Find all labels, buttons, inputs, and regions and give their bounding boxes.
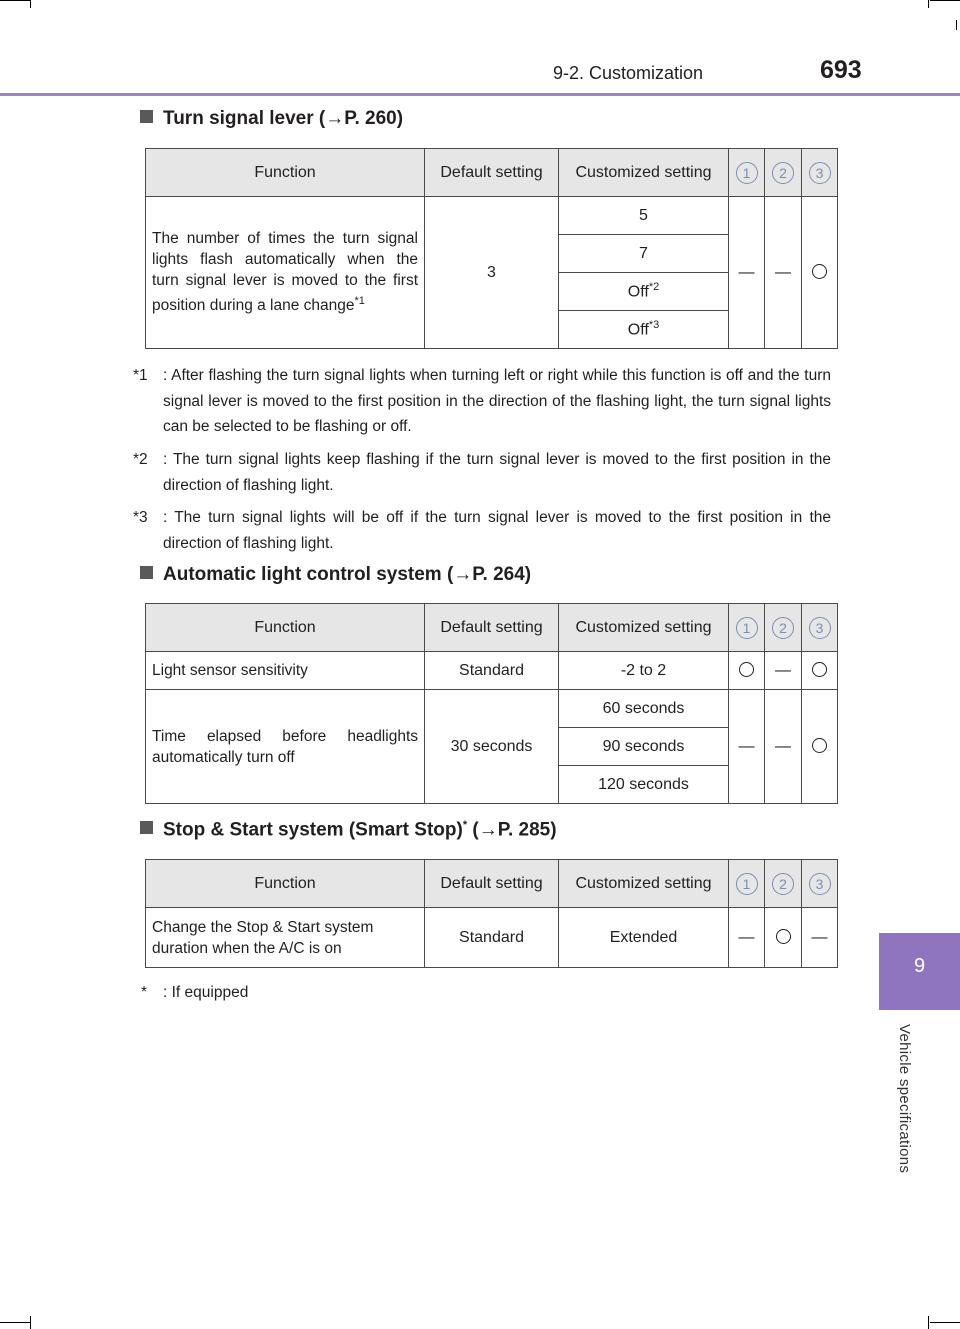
option-value: -2 to 2 bbox=[559, 652, 729, 690]
footnote-if-equipped: * : If equipped bbox=[141, 984, 249, 1001]
chapter-number: 9 bbox=[913, 955, 926, 977]
bullet-square-icon bbox=[140, 821, 153, 834]
page-number: 693 bbox=[820, 56, 862, 84]
option-value: Off bbox=[627, 283, 649, 301]
function-text: Change the Stop & Start system duration when the A/C is on bbox=[146, 908, 425, 968]
mark-1-circle-icon bbox=[739, 662, 754, 677]
col-default: Default setting bbox=[425, 860, 559, 908]
chapter-tab[interactable] bbox=[879, 933, 960, 1010]
col-2-icon: 2 bbox=[772, 162, 794, 184]
stop-start-table bbox=[145, 859, 838, 968]
col-1-icon: 1 bbox=[736, 873, 758, 895]
col-function: Function bbox=[146, 149, 425, 197]
col-default: Default setting bbox=[425, 604, 559, 652]
crop-mark bbox=[30, 1316, 31, 1329]
col-customized: Customized setting bbox=[559, 860, 729, 908]
section-heading: 9-2. Customization bbox=[553, 63, 704, 83]
col-2-icon: 2 bbox=[772, 617, 794, 639]
function-text: The number of times the turn signal lights flash automatically when the turn signal lever is moved to the first position during a lane change bbox=[152, 230, 418, 315]
col-customized: Customized setting bbox=[559, 604, 729, 652]
crop-mark bbox=[930, 1322, 960, 1323]
option-value: 60 seconds bbox=[559, 690, 729, 728]
function-text: Light sensor sensitivity bbox=[146, 652, 425, 690]
table-row bbox=[146, 908, 838, 968]
option-value: 120 seconds bbox=[559, 766, 729, 804]
mark-2-circle-icon bbox=[776, 929, 791, 944]
default-value: 3 bbox=[425, 197, 559, 349]
table-row: Off$^{*3}$ bbox=[146, 311, 838, 349]
section-title-auto-light: Automatic light control system (→P. 264) bbox=[140, 564, 531, 586]
default-value: Standard bbox=[425, 652, 559, 690]
function-text: Time elapsed before headlights automatically turn off bbox=[146, 690, 425, 804]
mark-1: — bbox=[729, 197, 765, 349]
table-row: Off$^{*2}$ bbox=[146, 273, 838, 311]
col-3-icon: 3 bbox=[809, 617, 831, 639]
crop-mark bbox=[956, 20, 957, 30]
table-header-row bbox=[146, 860, 838, 908]
default-value: Standard bbox=[425, 908, 559, 968]
option-value: Off bbox=[627, 321, 649, 339]
mark-1: — bbox=[729, 690, 765, 804]
mark-2: — bbox=[765, 690, 802, 804]
table-row: The number of times the turn signal lights flash automatically when the turn signal lever is moved to the first position during a lane change$^{*1}$ 3 5 — — bbox=[146, 197, 838, 235]
auto-light-table bbox=[145, 603, 838, 804]
crop-mark bbox=[0, 1322, 30, 1323]
bullet-square-icon bbox=[140, 566, 153, 579]
table-row bbox=[146, 690, 838, 728]
option-value: 7 bbox=[639, 244, 648, 262]
col-3-icon: 3 bbox=[809, 162, 831, 184]
table-row bbox=[146, 652, 838, 690]
table-header-row bbox=[146, 149, 838, 197]
col-1-icon: 1 bbox=[736, 162, 758, 184]
option-value: 90 seconds bbox=[559, 728, 729, 766]
header-rule bbox=[0, 93, 960, 96]
col-3-icon: 3 bbox=[809, 873, 831, 895]
mark-3: — bbox=[802, 908, 838, 968]
section-title-stop-start: Stop & Start system (Smart Stop)* (→P. 285) bbox=[140, 819, 557, 841]
section-title-turn-signal: Turn signal lever (→P. 260) bbox=[140, 108, 403, 130]
col-customized: Customized setting bbox=[559, 149, 729, 197]
chapter-label: Vehicle specifications bbox=[896, 1024, 913, 1174]
crop-mark bbox=[928, 1316, 929, 1329]
crop-mark bbox=[0, 0, 30, 1]
mark-3-circle-icon bbox=[812, 264, 827, 279]
note-1: *1 : After flashing the turn signal lights when turning left or right while this function is off and the turn signal lever is moved to the first position in the direction of the flashing light, the turn signal lights can be selected to be flashing or off. bbox=[133, 367, 831, 435]
mark-3-circle-icon bbox=[812, 662, 827, 677]
crop-mark bbox=[930, 0, 960, 1]
crop-mark bbox=[30, 0, 31, 8]
crop-mark bbox=[928, 0, 929, 8]
col-2-icon: 2 bbox=[772, 873, 794, 895]
turn-signal-table bbox=[145, 148, 838, 349]
option-value: Extended bbox=[559, 908, 729, 968]
col-function: Function bbox=[146, 860, 425, 908]
col-1-icon: 1 bbox=[736, 617, 758, 639]
mark-1: — bbox=[729, 908, 765, 968]
default-value: 30 seconds bbox=[425, 690, 559, 804]
mark-2: — bbox=[765, 652, 802, 690]
note-2: *2 : The turn signal lights keep flashing if the turn signal lever is moved to the first position in the direction of flashing light. bbox=[133, 451, 831, 494]
mark-3-circle-icon bbox=[812, 738, 827, 753]
note-3: *3 : The turn signal lights will be off if the turn signal lever is moved to the first position in the direction of flashing light. bbox=[133, 509, 831, 552]
bullet-square-icon bbox=[140, 110, 153, 123]
mark-2: — bbox=[765, 197, 802, 349]
col-function: Function bbox=[146, 604, 425, 652]
table-header-row bbox=[146, 604, 838, 652]
option-value: 5 bbox=[639, 206, 648, 224]
col-default: Default setting bbox=[425, 149, 559, 197]
